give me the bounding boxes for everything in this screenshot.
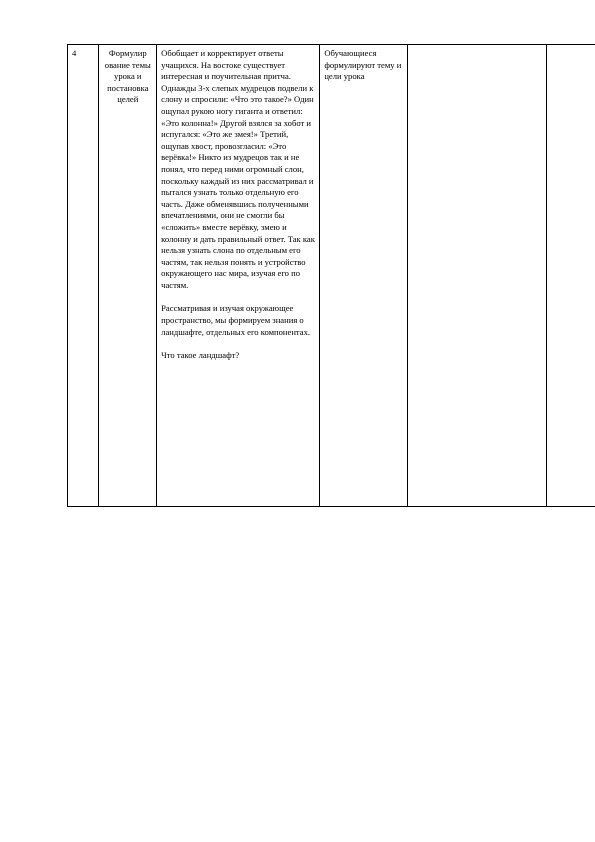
lesson-plan-table xyxy=(67,44,595,507)
teacher-paragraph-question: Что такое ландшафт? xyxy=(161,350,240,361)
table-row xyxy=(68,45,595,507)
stage-cell: Формулир ование темы урока и постановка целей xyxy=(99,45,157,507)
teacher-activity-cell xyxy=(157,45,320,507)
empty-cell-5 xyxy=(408,45,547,507)
empty-cell-6 xyxy=(547,45,595,507)
row-number-cell: 4 xyxy=(68,45,99,507)
teacher-paragraph-landscape: Рассматривая и изучая окружающее пространство, мы формируем знания о ландшафте, отдельных его компонентах. xyxy=(161,303,311,337)
student-activity-cell: Обучающиеся формулируют тему и цели урока xyxy=(320,45,408,507)
teacher-paragraph-parable: Обобщает и корректирует ответы учащихся. На востоке существует интересная и поучительная притча. Однажды 3-х слепых мудрецов подвели к слону и спросили: «Что это такое?» Один ощупал рукою ногу гиганта и ответил: «Это колонна!» Другой взялся за хобот и испугался: «Это же змея!» Третий, ощупав хвост, провозгласил: «Это верёвка!» Никто из мудрецов так и не понял, что перед ними огромный слон, поскольку каждый из них рассматривал и пытался узнать только отдельную его часть. Даже обменявшись полученными впечатлениями, они не смогли бы «сложить» вместе верёвку, змею и колонну и дать правильный ответ. Так как нельзя узнать слона по отдельным его частям, так нельзя понять и устройство окружающего нас мира, изучая его по частям. xyxy=(161,48,315,290)
